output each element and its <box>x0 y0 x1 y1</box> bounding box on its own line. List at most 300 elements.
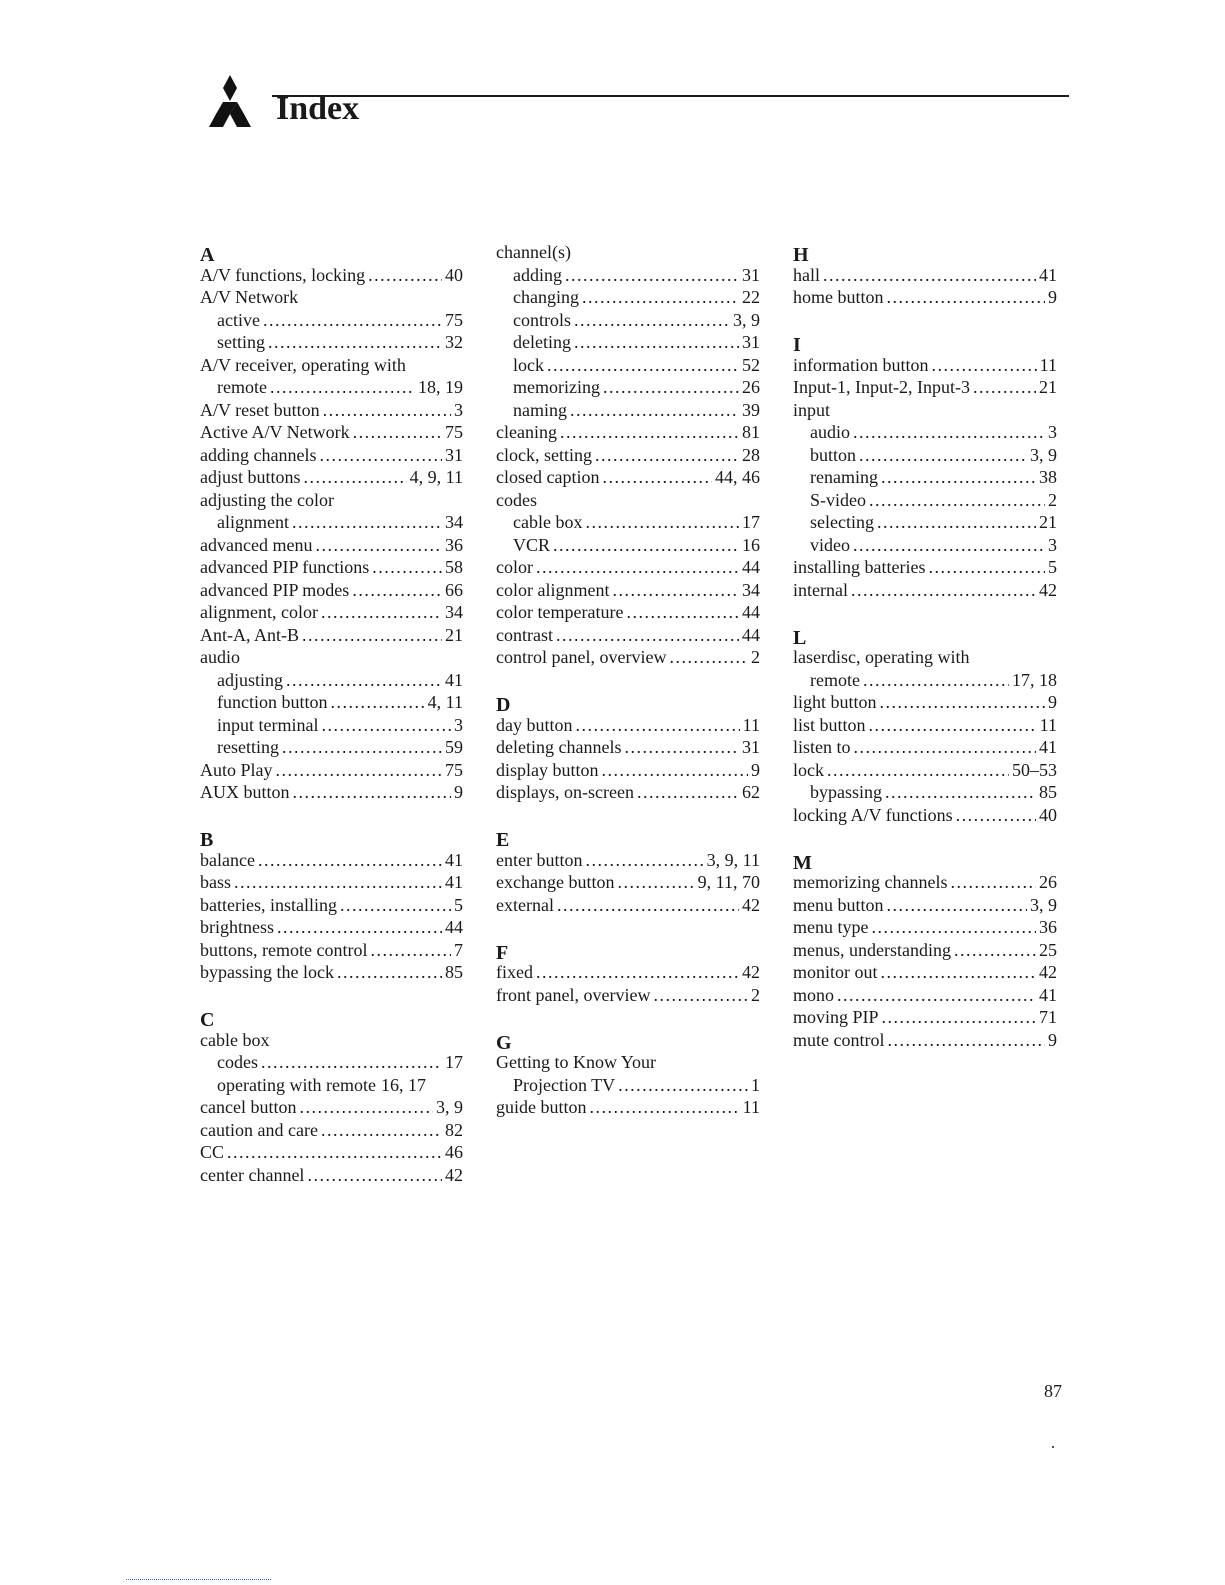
entry-pages: 42 <box>742 894 760 915</box>
entry-term: alignment, color <box>200 602 318 622</box>
entry-pages: 18, 19 <box>418 377 463 397</box>
entry-pages: 36 <box>445 534 463 555</box>
dot-leader <box>370 939 451 962</box>
index-entry <box>793 916 1057 939</box>
dot-leader <box>556 624 739 647</box>
section-letter-heading: D <box>496 694 511 716</box>
dot-leader <box>877 511 1036 534</box>
dot-leader <box>315 534 442 557</box>
dot-leader <box>626 601 739 624</box>
entry-pages: 62 <box>742 782 760 802</box>
dot-leader <box>557 894 739 917</box>
entry-pages: 75 <box>445 759 463 780</box>
entry-pages: 32 <box>445 332 463 352</box>
section-gap <box>496 669 760 692</box>
index-entry <box>496 1096 760 1119</box>
entry-pages: 22 <box>742 287 760 307</box>
entry-term: advanced PIP modes <box>200 579 350 600</box>
dot-leader <box>869 489 1045 512</box>
entry-term: changing <box>513 287 579 307</box>
dot-leader <box>669 646 748 669</box>
index-entry <box>496 579 760 602</box>
entry-term: video <box>810 534 850 555</box>
index-subentry <box>793 466 1057 489</box>
entry-term: menus, understanding <box>793 939 951 960</box>
entry-term: color <box>496 557 533 577</box>
entry-pages: 41 <box>445 872 463 892</box>
entry-term: lock <box>793 759 824 780</box>
dot-leader <box>536 961 739 984</box>
entry-pages: 44 <box>742 602 760 622</box>
index-entry <box>496 421 760 444</box>
index-column-1 <box>200 241 463 1186</box>
entry-pages: 36 <box>1039 917 1057 937</box>
entry-term: monitor out <box>793 962 878 982</box>
entry-pages: 42 <box>445 1164 463 1185</box>
index-subentry <box>496 399 760 422</box>
index-entry <box>200 489 463 512</box>
dot-leader <box>637 781 739 804</box>
entry-term: Input-1, Input-2, Input-3 <box>793 377 970 397</box>
entry-term: audio <box>200 647 240 667</box>
index-entry <box>200 624 463 647</box>
entry-pages: 52 <box>742 354 760 375</box>
index-entry <box>200 781 463 804</box>
entry-pages: 21 <box>445 624 463 645</box>
dot-leader <box>304 466 407 489</box>
dot-leader <box>863 669 1009 692</box>
entry-pages: 44 <box>742 557 760 577</box>
entry-pages: 75 <box>445 422 463 442</box>
entry-pages: 11 <box>1039 354 1057 375</box>
index-entry <box>793 894 1057 917</box>
section-letter-heading: L <box>793 626 807 649</box>
dot-leader <box>368 264 442 287</box>
entry-term: input <box>793 399 831 420</box>
index-subentry <box>793 444 1057 467</box>
entry-term: information button <box>793 354 929 375</box>
entry-term: listen to <box>793 737 851 757</box>
index-entry <box>793 286 1057 309</box>
entry-term: function button <box>217 692 328 712</box>
dot-leader <box>536 556 739 579</box>
dot-leader <box>885 781 1036 804</box>
header-rule <box>272 95 1069 97</box>
entry-term: closed caption <box>496 467 600 487</box>
index-entry <box>200 264 463 287</box>
entry-term: cable box <box>513 512 583 532</box>
entry-pages: 41 <box>1039 737 1057 757</box>
entry-pages: 5 <box>1048 557 1057 577</box>
index-entry <box>200 894 463 917</box>
entry-term: resetting <box>217 737 279 757</box>
dot-leader <box>258 849 442 872</box>
entry-term: list button <box>793 714 866 735</box>
entry-pages: 42 <box>1039 579 1057 600</box>
section-gap <box>793 309 1057 332</box>
dot-leader <box>299 1096 433 1119</box>
entry-term: renaming <box>810 467 878 487</box>
dot-leader <box>853 534 1045 557</box>
scan-speck <box>1052 1446 1054 1448</box>
index-subentry <box>200 376 463 399</box>
entry-pages: 3, 9 <box>1030 894 1057 915</box>
entry-term: A/V reset button <box>200 399 320 420</box>
entry-pages: 7 <box>454 939 463 960</box>
entry-term: cable box <box>200 1029 270 1050</box>
dot-leader <box>954 939 1036 962</box>
entry-term: adding <box>513 264 562 285</box>
dot-leader <box>603 376 739 399</box>
entry-pages: 41 <box>445 669 463 690</box>
index-entry <box>200 1029 463 1052</box>
index-entry <box>793 1029 1057 1052</box>
entry-pages: 34 <box>445 602 463 622</box>
dot-leader <box>340 894 451 917</box>
index-entry <box>496 984 760 1007</box>
entry-term: memorizing channels <box>793 872 948 892</box>
dot-leader <box>827 759 1009 782</box>
entry-pages: 85 <box>445 962 463 982</box>
index-subentry <box>496 511 760 534</box>
entry-term: mono <box>793 984 835 1005</box>
dot-leader <box>887 1029 1045 1052</box>
entry-pages: 9 <box>1048 692 1057 712</box>
entry-pages: 3 <box>454 399 463 420</box>
dot-leader <box>859 444 1027 467</box>
entry-pages: 34 <box>742 579 760 600</box>
index-entry <box>200 579 463 602</box>
section-gap <box>200 984 463 1007</box>
entry-pages: 50–53 <box>1012 759 1057 780</box>
entry-pages: 31 <box>742 332 760 352</box>
dot-leader <box>270 376 415 399</box>
section-gap <box>496 916 760 939</box>
entry-term: codes <box>496 489 537 510</box>
entry-term: displays, on-screen <box>496 782 634 802</box>
entry-pages: 26 <box>1039 872 1057 892</box>
entry-term: adjusting the color <box>200 489 334 510</box>
index-entry <box>200 961 463 984</box>
entry-pages: 44, 46 <box>715 467 760 487</box>
index-subentry <box>496 264 760 287</box>
entry-pages: 11 <box>1039 714 1057 735</box>
entry-term: locking A/V functions <box>793 804 953 825</box>
entry-term: batteries, installing <box>200 894 337 915</box>
entry-term: operating with remote <box>217 1074 376 1095</box>
index-entry <box>200 444 463 467</box>
entry-pages: 3 <box>1048 534 1057 555</box>
entry-term: cleaning <box>496 422 557 442</box>
entry-term: adding channels <box>200 444 317 465</box>
dot-leader <box>372 556 442 579</box>
three-diamond-logo-icon <box>202 75 258 127</box>
entry-term: exchange button <box>496 872 615 892</box>
dot-leader <box>321 601 442 624</box>
dot-leader <box>352 579 442 602</box>
entry-term: menu type <box>793 917 869 937</box>
entry-term: home button <box>793 287 884 307</box>
index-subentry <box>496 331 760 354</box>
section-gap <box>496 804 760 827</box>
index-entry <box>200 646 463 669</box>
dot-leader <box>319 444 442 467</box>
dot-leader <box>302 624 442 647</box>
entry-pages: 17 <box>742 512 760 532</box>
entry-pages: 3 <box>454 714 463 735</box>
entry-pages: 59 <box>445 737 463 757</box>
dot-leader <box>565 264 739 287</box>
dot-leader <box>595 444 739 467</box>
section-letter-heading: C <box>200 1009 215 1031</box>
entry-term: active <box>217 309 260 330</box>
index-subentry <box>496 534 760 557</box>
entry-term: color temperature <box>496 602 624 622</box>
dot-leader <box>553 534 739 557</box>
entry-term: Projection TV <box>513 1074 616 1095</box>
index-entry <box>200 871 463 894</box>
entry-term: laserdisc, operating with <box>793 647 970 667</box>
section-letter-heading: A <box>200 244 215 266</box>
entry-term: internal <box>793 579 848 600</box>
index-entry <box>793 939 1057 962</box>
entry-pages: 31 <box>742 264 760 285</box>
index-entry <box>793 804 1057 827</box>
index-entry <box>496 781 760 804</box>
entry-term: guide button <box>496 1097 587 1117</box>
index-entry <box>200 354 463 377</box>
dot-leader <box>261 1051 442 1074</box>
entry-term: fixed <box>496 962 533 982</box>
entry-term: A/V Network <box>200 287 299 307</box>
dot-leader <box>353 421 442 444</box>
entry-term: bass <box>200 872 231 892</box>
entry-pages: 16, 17 <box>380 1074 426 1095</box>
entry-term: Auto Play <box>200 759 273 780</box>
index-entry <box>496 871 760 894</box>
entry-pages: 3, 9 <box>1030 444 1057 465</box>
index-entry <box>793 646 1057 669</box>
index-entry <box>793 376 1057 399</box>
entry-pages: 28 <box>742 444 760 465</box>
entry-term: naming <box>513 399 567 420</box>
index-entry <box>200 534 463 557</box>
entry-pages: 9, 11, 70 <box>697 872 760 892</box>
dot-leader <box>612 579 739 602</box>
section-letter-heading: I <box>793 334 801 356</box>
dot-leader <box>618 1074 748 1097</box>
index-entry <box>200 1096 463 1119</box>
entry-term: memorizing <box>513 377 600 397</box>
index-subentry <box>793 489 1057 512</box>
entry-pages: 25 <box>1039 939 1057 960</box>
entry-term: installing batteries <box>793 557 926 577</box>
entry-term: S-video <box>810 489 866 510</box>
entry-pages: 39 <box>742 399 760 420</box>
index-entry <box>496 646 760 669</box>
entry-term: audio <box>810 422 850 442</box>
section-letter-heading: E <box>496 829 510 851</box>
entry-pages: 81 <box>742 422 760 442</box>
page-number: 87 <box>1044 1381 1062 1401</box>
index-entry <box>200 556 463 579</box>
section-letter-heading: G <box>496 1031 512 1054</box>
dot-leader <box>950 871 1036 894</box>
entry-pages: 41 <box>1039 264 1057 285</box>
dot-leader <box>617 871 694 894</box>
index-entry <box>496 736 760 759</box>
dot-leader <box>854 736 1037 759</box>
dot-leader <box>321 714 451 737</box>
entry-term: selecting <box>810 512 874 532</box>
entry-term: deleting channels <box>496 737 622 757</box>
entry-term: deleting <box>513 332 571 352</box>
index-entry <box>200 421 463 444</box>
index-entry <box>200 1141 463 1164</box>
index-subentry <box>200 1051 463 1074</box>
entry-pages: 40 <box>445 264 463 285</box>
dot-leader <box>653 984 748 1007</box>
entry-pages: 17, 18 <box>1012 669 1057 690</box>
entry-pages: 4, 11 <box>427 692 463 712</box>
index-entry <box>793 714 1057 737</box>
dot-leader <box>582 286 739 309</box>
section-gap <box>496 1006 760 1029</box>
dot-leader <box>268 331 442 354</box>
dot-leader <box>293 781 452 804</box>
dot-leader <box>585 511 739 534</box>
index-entry <box>200 1164 463 1187</box>
index-subentry <box>200 736 463 759</box>
entry-pages: 41 <box>1039 984 1057 1005</box>
index-subentry <box>200 309 463 332</box>
entry-pages: 4, 9, 11 <box>409 467 463 487</box>
entry-term: color alignment <box>496 579 610 600</box>
index-subentry <box>793 511 1057 534</box>
entry-term: channel(s) <box>496 242 571 262</box>
index-entry <box>200 399 463 422</box>
entry-pages: 44 <box>742 624 760 645</box>
entry-pages: 42 <box>1039 962 1057 982</box>
entry-term: adjust buttons <box>200 467 301 487</box>
dot-leader <box>590 1096 740 1119</box>
entry-pages: 34 <box>445 512 463 532</box>
dot-leader <box>851 579 1036 602</box>
dot-leader <box>307 1164 442 1187</box>
index-subentry <box>496 309 760 332</box>
entry-term: bypassing <box>810 782 882 802</box>
dot-leader <box>547 354 739 377</box>
entry-term: external <box>496 894 554 915</box>
index-subentry <box>496 354 760 377</box>
entry-term: Getting to Know Your <box>496 1052 657 1072</box>
dot-leader <box>585 849 703 872</box>
entry-term: front panel, overview <box>496 984 651 1005</box>
dot-leader <box>931 354 1036 377</box>
entry-term: moving PIP <box>793 1007 879 1027</box>
entry-pages: 85 <box>1039 782 1057 802</box>
entry-term: buttons, remote control <box>200 939 368 960</box>
entry-pages: 71 <box>1039 1007 1057 1027</box>
index-subentry <box>200 1074 463 1097</box>
entry-term: codes <box>217 1052 258 1072</box>
entry-term: input terminal <box>217 714 319 735</box>
index-entry <box>793 579 1057 602</box>
index-entry <box>793 736 1057 759</box>
index-subentry <box>496 1074 760 1097</box>
index-entry <box>793 264 1057 287</box>
index-entry <box>496 624 760 647</box>
entry-term: menu button <box>793 894 884 915</box>
section-letter-heading: H <box>793 244 809 266</box>
entry-pages: 21 <box>1039 377 1057 397</box>
index-column-3 <box>793 241 1057 1051</box>
entry-term: button <box>810 444 857 465</box>
index-entry <box>200 759 463 782</box>
dot-leader <box>887 894 1028 917</box>
index-subentry <box>200 691 463 714</box>
index-column-2 <box>496 241 760 1119</box>
dot-leader <box>602 759 749 782</box>
dot-leader <box>928 556 1045 579</box>
section-letter-heading: B <box>200 829 214 851</box>
section-gap <box>200 804 463 827</box>
entry-pages: 75 <box>445 309 463 330</box>
entry-pages: 3 <box>1048 422 1057 442</box>
dot-leader <box>292 511 442 534</box>
entry-term: mute control <box>793 1029 885 1050</box>
entry-pages: 38 <box>1039 467 1057 487</box>
dot-leader <box>973 376 1036 399</box>
dot-leader <box>286 669 442 692</box>
dot-leader <box>574 309 730 332</box>
entry-pages: 9 <box>1048 287 1057 307</box>
index-entry <box>496 961 760 984</box>
entry-pages: 66 <box>445 579 463 600</box>
entry-term: controls <box>513 309 571 330</box>
dot-leader <box>880 691 1045 714</box>
index-entry <box>496 444 760 467</box>
entry-pages: 31 <box>445 444 463 465</box>
index-subentry <box>200 714 463 737</box>
entry-term: caution and care <box>200 1119 318 1140</box>
entry-term: advanced PIP functions <box>200 557 370 577</box>
entry-pages: 2 <box>751 647 760 667</box>
entry-pages: 9 <box>751 759 760 780</box>
entry-pages: 9 <box>454 782 463 802</box>
footer-link-line <box>126 1578 271 1580</box>
entry-pages: 44 <box>445 917 463 937</box>
entry-term: light button <box>793 692 877 712</box>
dot-leader <box>234 871 442 894</box>
index-entry <box>496 601 760 624</box>
section-letter-heading: M <box>793 851 812 874</box>
index-entry <box>793 759 1057 782</box>
entry-term: A/V receiver, operating with <box>200 354 406 375</box>
entry-term: lock <box>513 354 544 375</box>
entry-pages: 41 <box>445 849 463 870</box>
index-entry <box>793 691 1057 714</box>
entry-term: AUX button <box>200 782 290 802</box>
index-subentry <box>200 511 463 534</box>
index-entry <box>496 1051 760 1074</box>
entry-pages: 16 <box>742 534 760 555</box>
entry-pages: 58 <box>445 557 463 577</box>
dot-leader <box>263 309 442 332</box>
dot-leader <box>331 691 425 714</box>
entry-term: A/V functions, locking <box>200 264 366 285</box>
entry-pages: 2 <box>751 984 760 1005</box>
